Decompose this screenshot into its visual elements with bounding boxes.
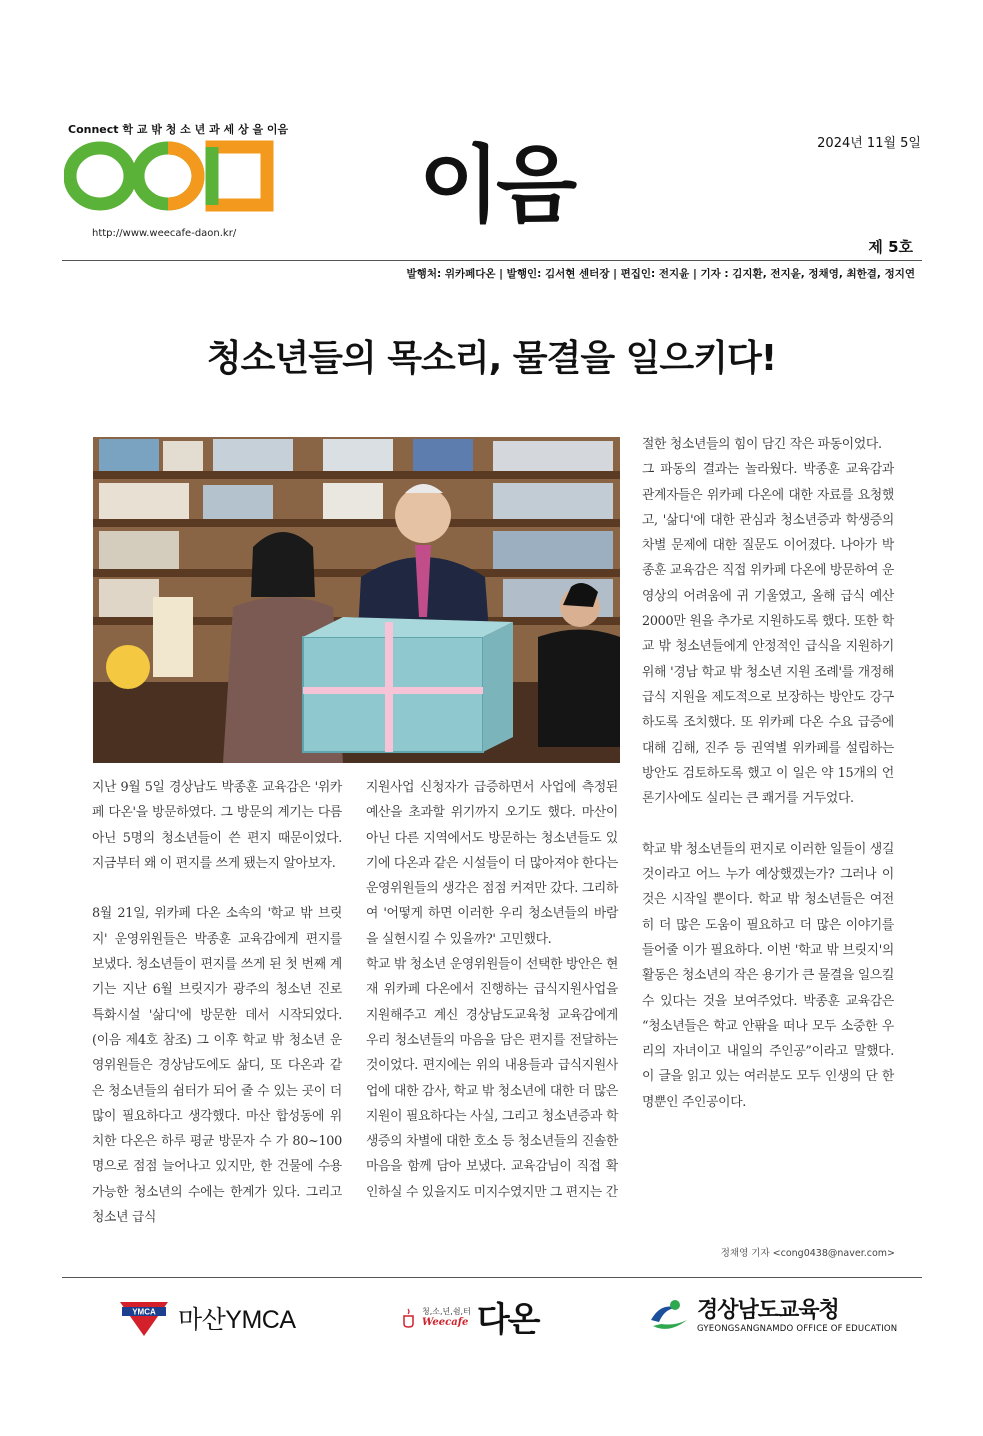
logo-tagline: Connect 학 교 밖 청 소 년 과 세 상 을 이음 [68,123,289,136]
ymca-triangle-icon [118,1298,170,1338]
office-name-english: GYEONGSANGNAMDO OFFICE OF EDUCATION [697,1324,898,1334]
article-column-1 [92,775,342,1230]
article-photo [93,437,620,763]
weecafe-subtitle: 청,소,년,쉼,터 [422,1306,471,1316]
publisher-credits: 발행처: 위카페다온 | 발행인: 김서현 센터장 | 편집인: 전지윤 | 기자 : 김지환, 전지윤, 정채영, 최한결, 정지연 [406,268,915,280]
article-column-3 [642,432,894,1115]
paragraph-gap [642,811,894,836]
education-office-emblem-icon [647,1296,691,1336]
weecafe-daon-logo [402,1292,539,1341]
byline: 정채영 기자 <cong0438@naver.com> [720,1248,895,1259]
paragraph: 지원사업 신청자가 급증하면서 사업에 측정된 예산을 초과할 위기까지 오기도 했다. 마산이 아닌 다른 지역에서도 방문하는 청소년들도 있기에 다온과 같은 시설들이 더 많아져야 한다는 운영위원들의 생각은 점점 커져만 갔다. 그리하여 '어떻게 하면 이러한 우리 청소년들의 바람을 실현시킬 수 있을까?' 고민했다. [366,780,618,947]
svg-text:YMCA: YMCA [132,1307,156,1317]
paragraph: 학교 밖 청소년들의 편지로 이러한 일들이 생길 것이라고 어느 누가 예상했겠는가? 그러나 이것은 시작일 뿐이다. 학교 밖 청소년들은 여전히 더 많은 도움이 필요하고 더 많은 이야기를 들어줄 이가 필요하다. 이번 '학교 밖 브릿지'의 활동은 청소년의 작은 용기가 큰 물결을 일으킬 수 있다는 것을 보여주었다. 박종훈 교육감은 “청소년들은 학교 안팎을 떠나 모두 소중한 우리의 자녀이고 내일의 주인공”이라고 말했다. 이 글을 읽고 있는 여러분도 모두 인생의 단 한 명뿐인 주인공이다. [642,841,894,1110]
paragraph: 절한 청소년들의 힘이 담긴 작은 파동이었다. [642,437,882,452]
gyeongnam-education-office-logo [647,1296,897,1336]
paragraph: 8월 21일, 위카페 다온 소속의 '학교 밖 브릿지' 운영위원들은 박종훈 교육감에게 편지를 보냈다. 청소년들이 편지를 쓰게 된 첫 번째 계기는 지난 6월 브릿지가 광주의 청소년 진로 특화시설 '삶디'에 방문한 데서 시작되었다. (이음 제4호 참조) 그 이후 학교 밖 청소년 운영위원들은 경상남도에도 삶디, 또 다온과 같은 청소년들의 쉼터가 되어 줄 수 있는 곳이 더 많이 필요하다고 생각했다. 마산 합성동에 위치한 다온은 하루 평균 방문자 수 가 80~100명으로 점점 늘어나고 있지만, 한 건물에 수용 가능한 청소년의 수에는 한계가 있다. 그리고 청소년 급식 [92,906,342,1226]
paragraph: 학교 밖 청소년 운영위원들이 선택한 방안은 현재 위카페 다온에서 진행하는 급식지원사업을 지원해주고 계신 경상남도교육청 교육감에게 우리 청소년들의 마음을 담은 편지를 전달하는 것이었다. 편지에는 위의 내용들과 급식지원사업에 대한 감사, 학교 밖 청소년에 대한 더 많은 지원이 필요하다는 사실, 그리고 청소년증과 학생증의 차별에 대한 호소 등 청소년들의 진솔한 마음을 함께 담아 보냈다. 교육감님이 직접 확인하실 수 있을지도 미지수였지만 그 편지는 간 [366,957,618,1200]
ieum-logo-mark [64,138,276,214]
ymca-name: 마산YMCA [178,1306,296,1334]
office-name-korean: 경상남도교육청 [697,1298,839,1323]
divider [62,1277,922,1278]
issue-number: 제 5호 [868,238,913,256]
daon-wordmark: 다온 [476,1300,539,1340]
cup-icon [402,1306,416,1328]
masan-ymca-logo [118,1298,296,1338]
paragraph: 지난 9월 5일 경상남도 박종훈 교육감은 '위카페 다온'을 방문하였다. 그 방문의 계기는 다름 아닌 5명의 청소년들이 쓴 편지 때문이었다. 지금부터 왜 이 편지를 쓰게 됐는지 알아보자. [92,780,342,871]
paragraph-gap [92,876,342,901]
paragraph: 그 파동의 결과는 놀라웠다. 박종훈 교육감과 관계자들은 위카페 다온에 대한 자료를 요청했고, '삶디'에 대한 관심과 청소년증과 학생증의 차별 문제에 대한 질문도 이어졌다. 나아가 박종훈 교육감은 직접 위카페 다온에 방문하여 운영상의 어려움에 귀 기울였고, 올해 급식 예산 2000만 원을 추가로 지원하도록 했다. 또한 학교 밖 청소년들에게 안정적인 급식을 지원하기 위해 '경남 학교 밖 청소년 지원 조례'를 개정해 급식 지원을 제도적으로 보장하는 방안도 강구하도록 조치했다. 또 위카페 다온 수요 급증에 대해 김해, 진주 등 권역별 위카페를 설립하는 방안도 검토하도록 했고 이 일은 약 15개의 언론기사에도 실리는 큰 쾌거를 거두었다. [642,462,894,807]
article-column-2 [366,775,618,1205]
issue-date: 2024년 11월 5일 [817,136,921,151]
headline: 청소년들의 목소리, 물결을 일으키다! [206,338,777,379]
paper-title [406,136,586,226]
website-url[interactable]: http://www.weecafe-daon.kr/ [92,228,237,239]
divider [62,260,922,261]
svg-text:이음: 이음 [418,136,574,226]
weecafe-brand: Weecafe [422,1316,469,1328]
